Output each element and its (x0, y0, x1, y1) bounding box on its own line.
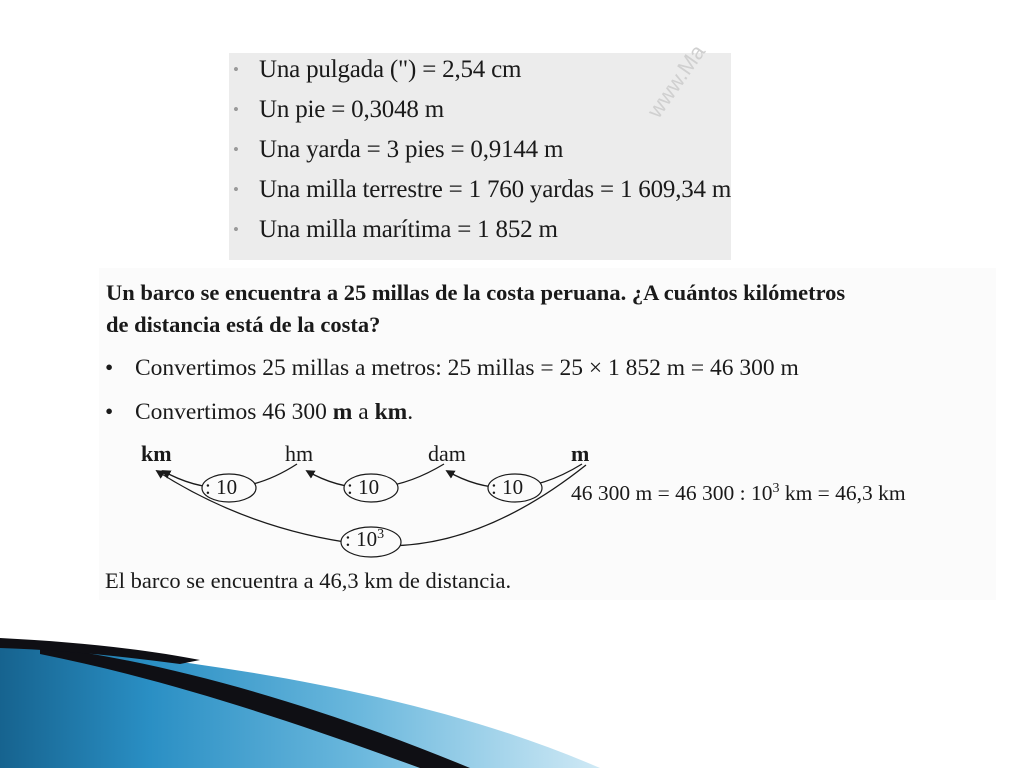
watermark: www.Ma (642, 39, 711, 123)
bullet-icon: • (105, 355, 114, 381)
conversion-arrows-diagram (99, 268, 996, 568)
unit-definition: Un pie = 0,3048 m (259, 96, 444, 123)
unit-definition: Una milla terrestre = 1 760 yardas = 1 609,34 m (259, 176, 732, 203)
bullet-icon: • (233, 180, 239, 199)
unit-hm-label: hm (285, 441, 314, 466)
question-line-2: de distancia está de la costa? (106, 312, 381, 337)
divisor-label-big: : $10^3$ (345, 527, 385, 551)
divisor-label-2: : 10 (347, 475, 380, 499)
step-2-text: Convertimos 46 300 m a km. (135, 399, 414, 425)
unit-m-label: m (571, 441, 590, 466)
conversion-formula: 46 300 m = 46 300 : $10^3$ km = 46,3 km (571, 481, 906, 506)
bullet-icon: • (233, 100, 239, 119)
problem-section (99, 268, 996, 600)
divisor-label-3: : 10 (491, 475, 524, 499)
unit-km-label: km (141, 441, 172, 466)
question-line-1: Un barco se encuentra a 25 millas de la costa peruana. ¿A cuántos kilómetros (106, 280, 846, 305)
bullet-icon: • (233, 220, 239, 239)
divisor-label-1: : 10 (205, 475, 238, 499)
bullet-icon: • (233, 140, 239, 159)
unit-definition: Una milla marítima = 1 852 m (259, 216, 558, 243)
unit-definition: Una yarda = 3 pies = 0,9144 m (259, 136, 564, 163)
units-reference-box (229, 53, 731, 260)
bullet-icon: • (233, 60, 239, 79)
unit-definition: Una pulgada (") = 2,54 cm (259, 56, 522, 83)
unit-dam-label: dam (428, 441, 466, 466)
bullet-icon: • (105, 399, 114, 425)
step-1-text: Convertimos 25 millas a metros: 25 millas = 25 × 1 852 m = 46 300 m (135, 355, 799, 381)
conclusion-text: El barco se encuentra a 46,3 km de distancia. (105, 568, 512, 593)
decorative-swoosh (0, 620, 1024, 768)
